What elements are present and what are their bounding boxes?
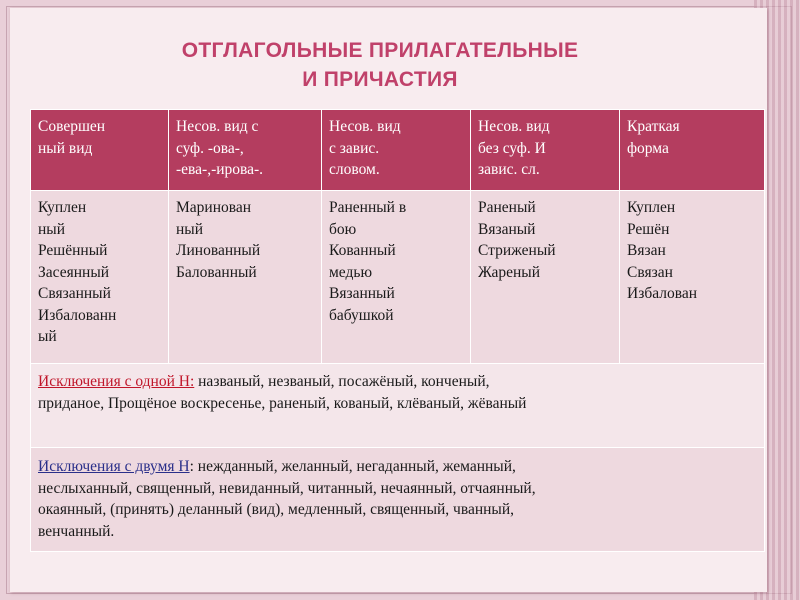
slide-title [10, 36, 750, 94]
table-header-row [31, 110, 765, 191]
table-row [31, 448, 765, 552]
exceptions-one-n-label: Исключения с одной Н: [38, 373, 195, 390]
exceptions-two-n: Исключения с двумя Н: нежданный, желанный, негаданный, жеманный, неслыханный, священный, невиданный, читанный, нечаянный, отчаянный, окаянный, (принять) деланный (вид), медленный, священный, чванный, венчанный. [31, 448, 765, 552]
header-imperfective-dependent: Несов. вид с завис. словом. [322, 110, 471, 191]
exceptions-two-n-label: Исключения с двумя Н [38, 458, 190, 475]
header-perfective: Совершен ный вид [31, 110, 169, 191]
header-imperfective-suffix: Несов. вид с суф. -ова-, -ева-,-ирова-. [169, 110, 322, 191]
table-row [31, 364, 765, 448]
exceptions-one-n: Исключения с одной Н: названый, незваный, посажёный, конченый, приданое, Прощёное воскресенье, раненый, кованый, клёваный, жёваный [31, 364, 765, 448]
header-short-form: Краткая форма [620, 110, 765, 191]
examples-perfective: Куплен ный Решённый Засеянный Связанный Избалованн ый [31, 191, 169, 364]
title-line-1: ОТГЛАГОЛЬНЫЕ ПРИЛАГАТЕЛЬНЫЕ [181, 39, 579, 62]
title-line-2: И ПРИЧАСТИЯ [302, 68, 458, 91]
examples-short-form: Куплен Решён Вязан Связан Избалован [620, 191, 765, 364]
examples-imperfective-dependent: Раненный в бою Кованный медью Вязанный бабушкой [322, 191, 471, 364]
examples-imperfective-suffix: Маринован ный Линованный Балованный [169, 191, 322, 364]
participles-table [30, 109, 765, 552]
table-row [31, 191, 765, 364]
header-imperfective-plain: Несов. вид без суф. И завис. сл. [471, 110, 620, 191]
examples-imperfective-plain: Раненый Вязаный Стриженый Жареный [471, 191, 620, 364]
